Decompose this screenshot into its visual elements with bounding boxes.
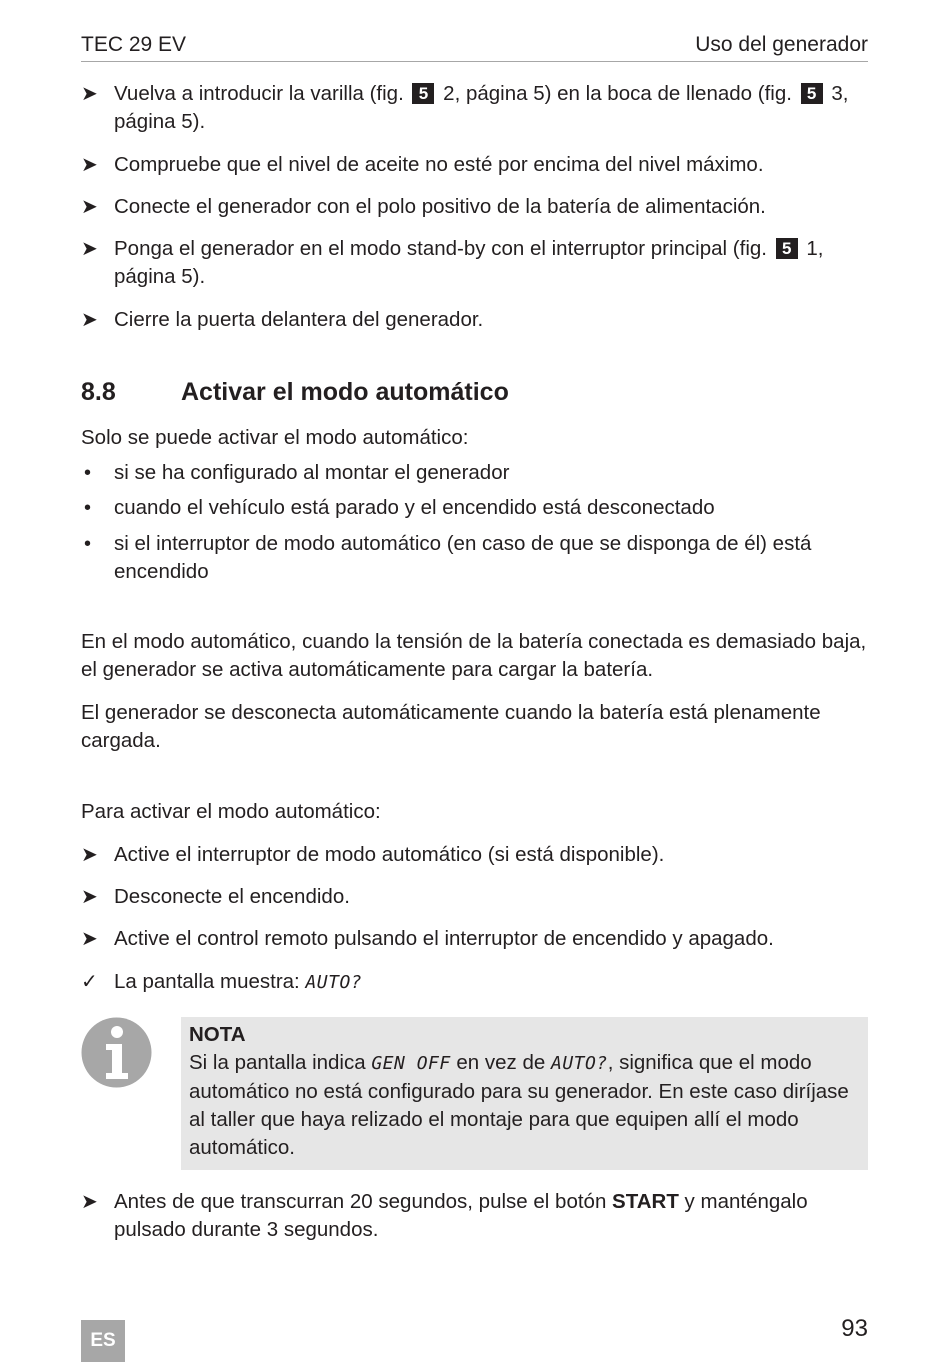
step-item: Desconecte el encendido.: [114, 885, 350, 908]
bullet-item: si el interruptor de modo automático (en caso de que se disponga de él) está encendido: [114, 532, 812, 583]
activate-intro: Para activar el modo automático:: [81, 800, 381, 823]
display-readout: AUTO?: [551, 1053, 608, 1074]
step-arrow-icon: ➤: [81, 928, 98, 950]
result-item: La pantalla muestra: AUTO?: [114, 970, 363, 993]
step-item: Compruebe que el nivel de aceite no esté por encima del nivel máximo.: [114, 153, 764, 176]
step-item: Antes de que transcurran 20 segundos, pulse el botón START y manténgalo pulsado durante 3 segundos.: [114, 1190, 808, 1241]
note-title: NOTA: [189, 1023, 246, 1046]
bullet-icon: •: [84, 533, 92, 555]
paragraph: El generador se desconecta automáticamente cuando la batería está plenamente cargada.: [81, 701, 821, 752]
step-arrow-icon: ➤: [81, 154, 98, 176]
check-icon: ✓: [81, 971, 98, 993]
paragraph: En el modo automático, cuando la tensión de la batería conectada es demasiado baja, el generador se activa automáticamente para cargar la batería.: [81, 630, 867, 681]
header-chapter: Uso del generador: [695, 33, 868, 56]
button-name: START: [612, 1190, 679, 1213]
step-item: Vuelva a introducir la varilla (fig. 5 2, página 5) en la boca de llenado (fig. 5 3, página 5).: [114, 82, 849, 133]
step-arrow-icon: ➤: [81, 83, 98, 105]
bullet-icon: •: [84, 497, 92, 519]
step-arrow-icon: ➤: [81, 844, 98, 866]
step-item: Ponga el generador en el modo stand-by con el interruptor principal (fig. 5 1, página 5).: [114, 237, 824, 288]
step-item: Active el control remoto pulsando el interruptor de encendido y apagado.: [114, 927, 774, 950]
bullet-item: si se ha configurado al montar el generador: [114, 461, 510, 484]
header-model: TEC 29 EV: [81, 33, 187, 56]
page-header: [81, 30, 868, 62]
language-tab: ES: [81, 1320, 125, 1362]
page-number: 93: [841, 1315, 868, 1342]
figure-ref-badge: 5: [776, 238, 798, 259]
step-item: Active el interruptor de modo automático (si está disponible).: [114, 843, 665, 866]
bullet-item: cuando el vehículo está parado y el encendido está desconectado: [114, 496, 715, 519]
display-readout: AUTO?: [305, 972, 363, 993]
step-arrow-icon: ➤: [81, 1191, 98, 1213]
step-arrow-icon: ➤: [81, 196, 98, 218]
bullet-icon: •: [84, 462, 92, 484]
note-box: [181, 1017, 868, 1170]
note-text: Si la pantalla indica GEN OFF en vez de AUTO?, significa que el modo automático no está configurado para su generador. En este caso diríjase al taller que haya relizado el montaje para que equipen allí el modo automático.: [189, 1051, 849, 1159]
step-arrow-icon: ➤: [81, 238, 98, 260]
step-arrow-icon: ➤: [81, 309, 98, 331]
step-arrow-icon: ➤: [81, 886, 98, 908]
step-item: Cierre la puerta delantera del generador.: [114, 308, 484, 331]
section-number: 8.8: [81, 378, 116, 406]
info-icon: [81, 1017, 152, 1088]
display-readout: GEN OFF: [371, 1053, 451, 1074]
figure-ref-badge: 5: [801, 83, 823, 104]
intro-text: Solo se puede activar el modo automático:: [81, 426, 469, 449]
step-item: Conecte el generador con el polo positivo de la batería de alimentación.: [114, 195, 766, 218]
figure-ref-badge: 5: [412, 83, 434, 104]
section-title: Activar el modo automático: [181, 378, 509, 406]
